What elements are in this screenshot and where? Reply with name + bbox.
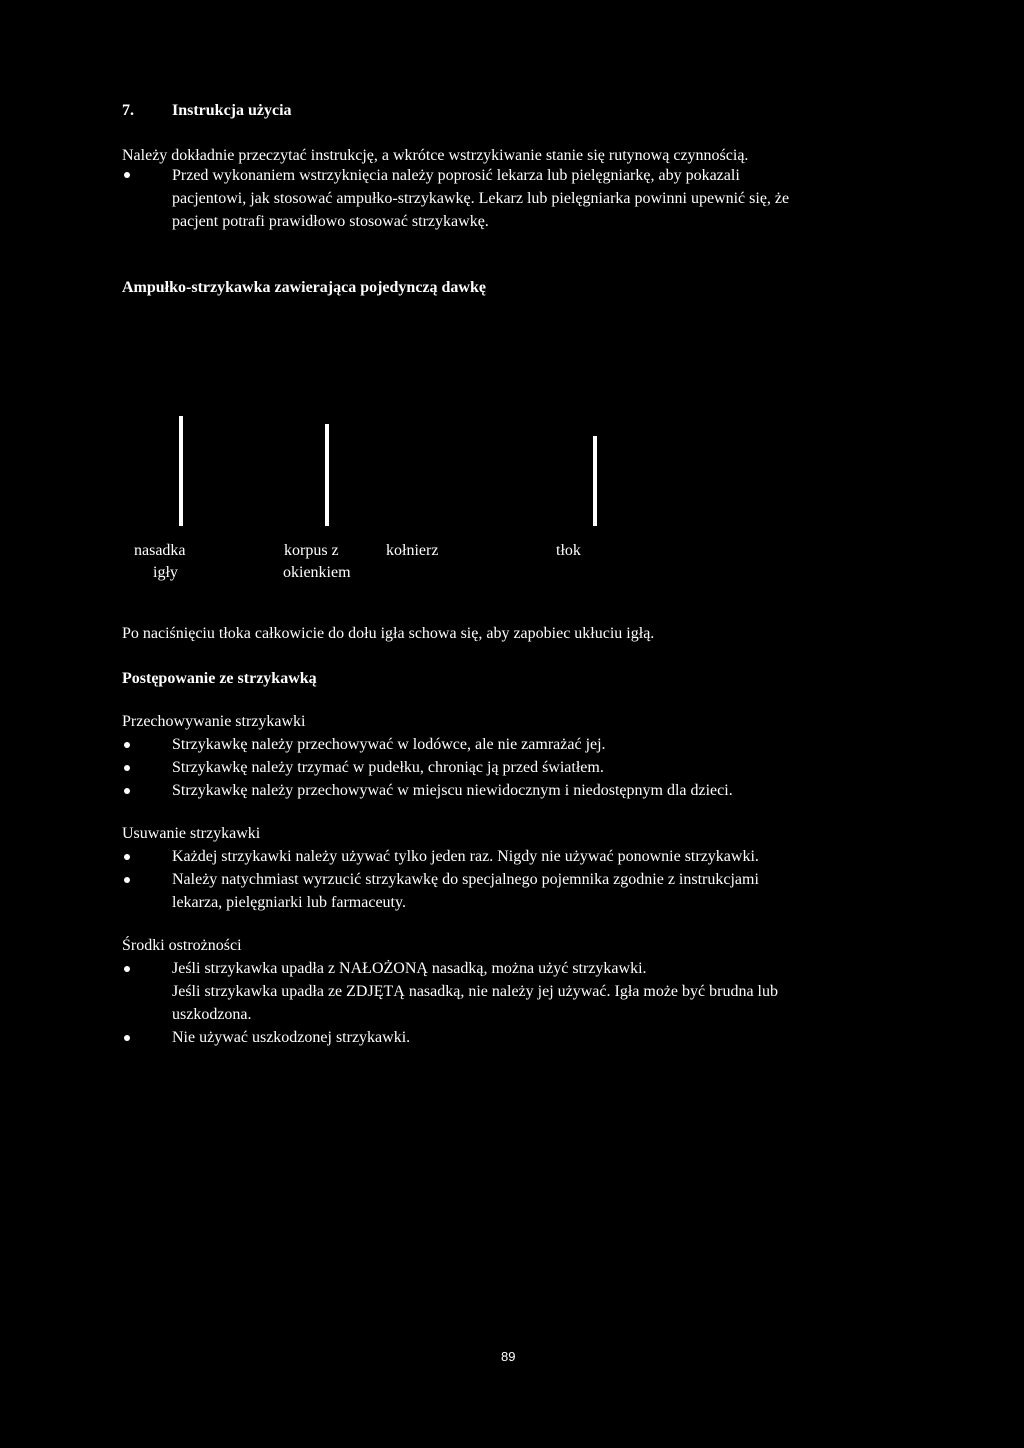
precaution-item-1-line-3: uszkodzona. bbox=[172, 1006, 252, 1023]
diagram-heading: Ampułko-strzykawka zawierająca pojedynczą dawkę bbox=[122, 279, 486, 296]
storage-item-3: Strzykawkę należy przechowywać w miejscu niewidocznym i niedostępnym dla dzieci. bbox=[172, 782, 733, 799]
handling-heading: Postępowanie ze strzykawką bbox=[122, 670, 317, 687]
precautions-title: Środki ostrożności bbox=[122, 937, 242, 954]
disposal-item-2-line-1: Należy natychmiast wyrzucić strzykawkę do specjalnego pojemnika zgodnie z instrukcjami bbox=[172, 871, 759, 888]
bullet-dot bbox=[124, 765, 130, 771]
label-plunger: tłok bbox=[556, 542, 581, 559]
precaution-item-2: Nie używać uszkodzonej strzykawki. bbox=[172, 1029, 411, 1046]
label-needle-cap-1: nasadka bbox=[134, 542, 186, 559]
label-body-window-1: korpus z bbox=[284, 542, 339, 559]
section-title: Instrukcja użycia bbox=[172, 102, 292, 119]
bullet-dot bbox=[124, 788, 130, 794]
body-leader-line bbox=[325, 424, 329, 526]
cap-leader-line bbox=[179, 416, 183, 526]
bullet-dot bbox=[124, 1035, 130, 1041]
disposal-item-2-line-2: lekarza, pielęgniarki lub farmaceuty. bbox=[172, 894, 406, 911]
label-body-window-2: okienkiem bbox=[283, 564, 351, 581]
instruction-line-3: pacjent potrafi prawidłowo stosować strzykawkę. bbox=[172, 213, 489, 230]
disposal-title: Usuwanie strzykawki bbox=[122, 825, 261, 842]
page-number: 89 bbox=[501, 1349, 516, 1364]
instruction-line-1: Przed wykonaniem wstrzyknięcia należy poprosić lekarza lub pielęgniarkę, aby pokazali bbox=[172, 167, 740, 184]
bullet-dot bbox=[124, 172, 130, 178]
precaution-item-1-line-1: Jeśli strzykawka upadła z NAŁOŻONĄ nasadką, można użyć strzykawki. bbox=[172, 960, 647, 977]
section-number: 7. bbox=[122, 102, 134, 119]
diagram-note: Po naciśnięciu tłoka całkowicie do dołu igła schowa się, aby zapobiec ukłuciu igłą. bbox=[122, 625, 655, 642]
label-flange: kołnierz bbox=[386, 542, 439, 559]
label-needle-cap-2: igły bbox=[153, 564, 178, 581]
storage-title: Przechowywanie strzykawki bbox=[122, 713, 306, 730]
storage-item-1: Strzykawkę należy przechowywać w lodówce, ale nie zamrażać jej. bbox=[172, 736, 606, 753]
intro-paragraph: Należy dokładnie przeczytać instrukcję, a wkrótce wstrzykiwanie stanie się rutynową czynnością. bbox=[122, 147, 749, 164]
bullet-dot bbox=[124, 966, 130, 972]
storage-item-2: Strzykawkę należy trzymać w pudełku, chroniąc ją przed światłem. bbox=[172, 759, 604, 776]
instruction-line-2: pacjentowi, jak stosować ampułko-strzykawkę. Lekarz lub pielęgniarka powinni upewnić się, że bbox=[172, 190, 790, 207]
bullet-dot bbox=[124, 877, 130, 883]
plunger-leader-line bbox=[593, 436, 597, 526]
bullet-dot bbox=[124, 854, 130, 860]
bullet-dot bbox=[124, 742, 130, 748]
precaution-item-1-line-2: Jeśli strzykawka upadła ze ZDJĘTĄ nasadką, nie należy jej używać. Igła może być brudna lub bbox=[172, 983, 778, 1000]
disposal-item-1: Każdej strzykawki należy używać tylko jeden raz. Nigdy nie używać ponownie strzykawki. bbox=[172, 848, 759, 865]
